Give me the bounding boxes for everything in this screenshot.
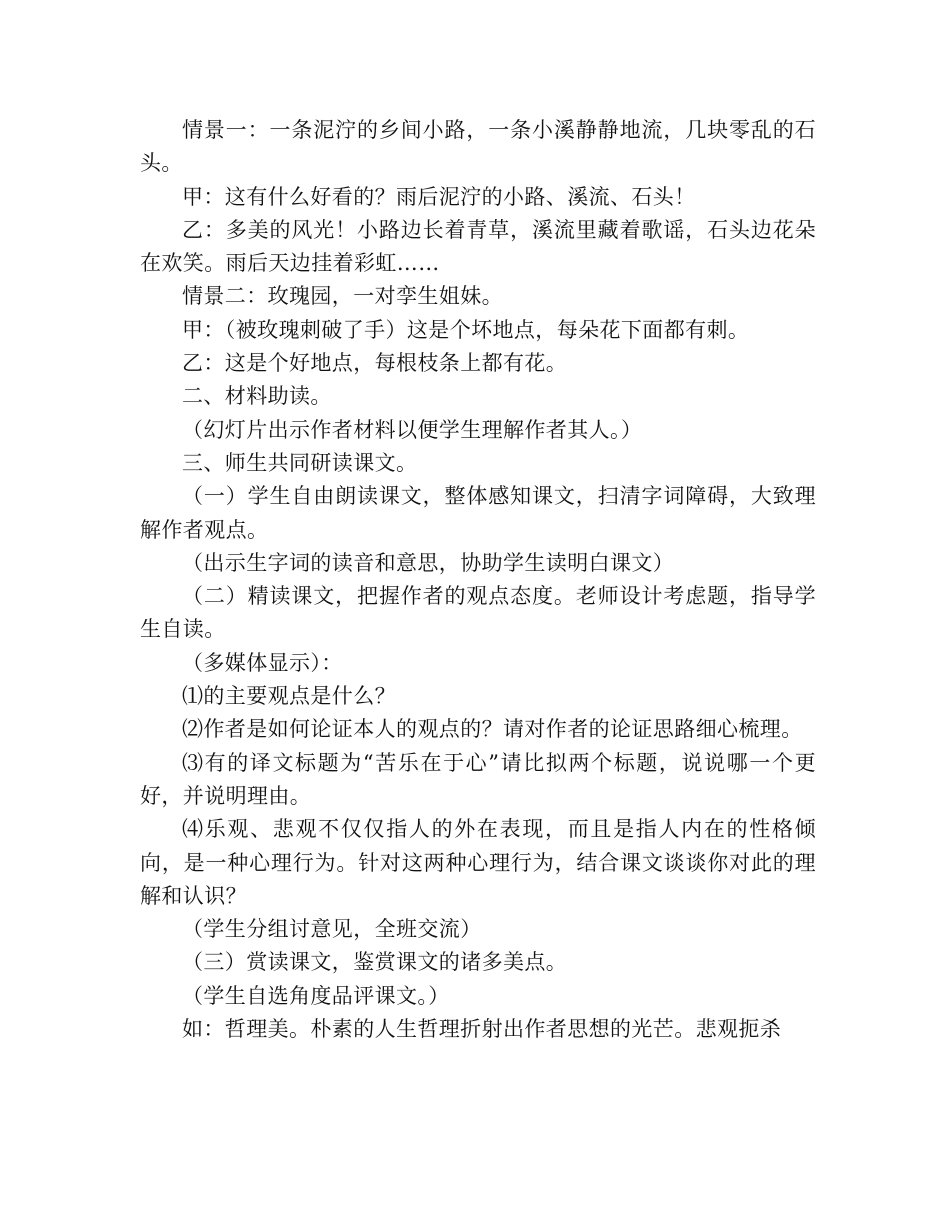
paragraph-scene-one: 情景一：一条泥泞的乡间小路，一条小溪静静地流，几块零乱的石头。	[140, 118, 816, 176]
question-2: ⑵作者是如何论证本人的观点的？请对作者的论证思路细心梳理。	[182, 717, 803, 742]
section-heading-materials: 二、材料助读。	[182, 384, 332, 409]
paragraph-group-discussion: （学生分组讨意见，全班交流）	[182, 917, 482, 942]
section-heading-study: 三、师生共同研读课文。	[182, 450, 418, 475]
paragraph-dialogue-a2: 甲：（被玫瑰刺破了手）这是个坏地点，每朵花下面都有刺。	[182, 317, 750, 342]
question-1: ⑴的主要观点是什么？	[182, 684, 396, 709]
paragraph-step-two: （二）精读课文，把握作者的观点态度。老师设计考虑题，指导学生自读。	[140, 584, 816, 642]
question-4: ⑷乐观、悲观不仅仅指人的外在表现，而且是指人内在的性格倾向，是一种心理行为。针对这两种心理行为，结合课文谈谈你对此的理解和认识？	[140, 817, 816, 908]
paragraph-dialogue-b1: 乙：多美的风光！小路边长着青草，溪流里藏着歌谣，石头边花朵在欢笑。雨后天边挂着彩虹……	[140, 217, 816, 276]
paragraph-dialogue-a1: 甲：这有什么好看的？雨后泥泞的小路、溪流、石头！	[182, 184, 696, 209]
paragraph-philosophy: 如：哲理美。朴素的人生哲理折射出作者思想的光芒。悲观扼杀	[182, 1017, 782, 1042]
paragraph-dialogue-b2: 乙：这是个好地点，每根枝条上都有花。	[182, 351, 568, 376]
paragraph-slides-note: （幻灯片出示作者材料以便学生理解作者其人。）	[182, 417, 643, 442]
paragraph-self-review: （学生自选角度品评课文。）	[182, 983, 450, 1008]
document-page	[140, 114, 816, 1046]
paragraph-multimedia: （多媒体显示）：	[182, 650, 343, 675]
question-3: ⑶有的译文标题为“苦乐在于心”请比拟两个标题，说说哪一个更好，并说明理由。	[140, 750, 816, 808]
paragraph-step-one: （一）学生自由朗读课文，整体感知课文，扫清字词障碍，大致理解作者观点。	[140, 484, 816, 542]
paragraph-vocab-note: （出示生字词的读音和意思，协助学生读明白课文）	[182, 550, 675, 575]
paragraph-step-three: （三）赏读课文，鉴赏课文的诸多美点。	[182, 950, 568, 975]
paragraph-scene-two: 情景二：玫瑰园，一对孪生姐妹。	[182, 284, 503, 309]
